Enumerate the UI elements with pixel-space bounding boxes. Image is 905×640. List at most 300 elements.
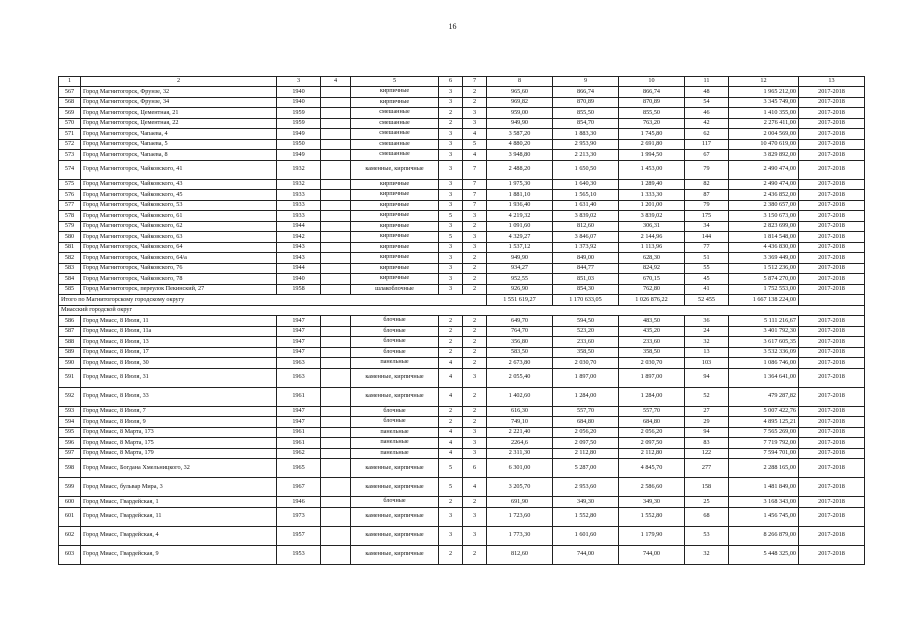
wall-material-cell: кирпичные xyxy=(351,221,439,232)
row-number-cell: 578 xyxy=(59,211,81,222)
private-area-cell: 306,31 xyxy=(619,221,685,232)
address-cell: Город Миасс, Гвардейская, 11 xyxy=(81,507,277,526)
address-cell: Город Магнитогорск, Чайковского, 64/а xyxy=(81,253,277,264)
table-row xyxy=(59,337,865,348)
period-cell: 2017-2018 xyxy=(799,97,865,108)
period-cell: 2017-2018 xyxy=(799,478,865,497)
wall-material-cell: блочные xyxy=(351,337,439,348)
cost-cell: 10 470 619,00 xyxy=(729,139,799,150)
private-area-cell: 763,20 xyxy=(619,118,685,129)
column-4-cell xyxy=(321,368,351,387)
entrances-cell: 2 xyxy=(463,97,487,108)
entrances-cell: 2 xyxy=(463,263,487,274)
total-area-cell: 2 221,40 xyxy=(487,427,553,438)
column-4-cell xyxy=(321,427,351,438)
row-number-cell: 591 xyxy=(59,368,81,387)
wall-material-cell: кирпичные xyxy=(351,232,439,243)
column-number-cell: 4 xyxy=(321,77,351,87)
wall-material-cell: блочные xyxy=(351,347,439,358)
cost-cell: 1 752 553,00 xyxy=(729,284,799,295)
residents-cell: 34 xyxy=(685,221,729,232)
column-4-cell xyxy=(321,284,351,295)
year-cell: 1962 xyxy=(277,448,321,459)
address-cell: Город Миасс, 8 Июля, 33 xyxy=(81,387,277,406)
wall-material-cell: кирпичные xyxy=(351,242,439,253)
table-row xyxy=(59,545,865,564)
floors-cell: 2 xyxy=(439,406,463,417)
wall-material-cell: кирпичные xyxy=(351,274,439,285)
cost-cell: 2 436 852,00 xyxy=(729,190,799,201)
cost-cell: 1 086 746,00 xyxy=(729,358,799,369)
total-row xyxy=(59,295,865,306)
period-cell: 2017-2018 xyxy=(799,427,865,438)
table-row xyxy=(59,347,865,358)
floors-cell: 3 xyxy=(439,221,463,232)
living-area-cell: 851,03 xyxy=(553,274,619,285)
cost-cell: 5 111 216,67 xyxy=(729,316,799,327)
year-cell: 1947 xyxy=(277,417,321,428)
address-cell: Город Магнитогорск, Фрунзе, 34 xyxy=(81,97,277,108)
column-number-cell: 1 xyxy=(59,77,81,87)
private-area-cell: 1 289,40 xyxy=(619,179,685,190)
living-area-cell: 1 650,50 xyxy=(553,160,619,179)
total-cost-cell: 1 667 138 224,00 xyxy=(729,295,799,306)
floors-cell: 4 xyxy=(439,368,463,387)
column-4-cell xyxy=(321,274,351,285)
private-area-cell: 870,89 xyxy=(619,97,685,108)
total-area-cell: 2 488,20 xyxy=(487,160,553,179)
row-number-cell: 588 xyxy=(59,337,81,348)
total-area-cell: 926,90 xyxy=(487,284,553,295)
private-area-cell: 2 097,50 xyxy=(619,438,685,449)
cost-cell: 1 965 212,00 xyxy=(729,87,799,98)
table-row xyxy=(59,253,865,264)
private-area-cell: 2 030,70 xyxy=(619,358,685,369)
residents-cell: 27 xyxy=(685,406,729,417)
table-row xyxy=(59,459,865,478)
living-area-cell: 1 897,00 xyxy=(553,368,619,387)
column-number-row xyxy=(59,77,865,87)
column-4-cell xyxy=(321,337,351,348)
table-row xyxy=(59,263,865,274)
year-cell: 1933 xyxy=(277,200,321,211)
period-cell: 2017-2018 xyxy=(799,347,865,358)
private-area-cell: 670,15 xyxy=(619,274,685,285)
period-cell: 2017-2018 xyxy=(799,326,865,337)
row-number-cell: 577 xyxy=(59,200,81,211)
living-area-cell: 1 552,80 xyxy=(553,507,619,526)
period-cell: 2017-2018 xyxy=(799,253,865,264)
entrances-cell: 3 xyxy=(463,438,487,449)
table-row xyxy=(59,316,865,327)
address-cell: Город Магнитогорск, Чапаева, 4 xyxy=(81,129,277,140)
living-area-cell: 2 953,60 xyxy=(553,478,619,497)
address-cell: Город Миасс, 8 Июля, 13 xyxy=(81,337,277,348)
living-area-cell: 684,80 xyxy=(553,417,619,428)
entrances-cell: 2 xyxy=(463,387,487,406)
floors-cell: 2 xyxy=(439,316,463,327)
private-area-cell: 2 691,80 xyxy=(619,139,685,150)
residents-cell: 82 xyxy=(685,179,729,190)
living-area-cell: 1 373,92 xyxy=(553,242,619,253)
living-area-cell: 849,00 xyxy=(553,253,619,264)
cost-cell: 7 719 792,00 xyxy=(729,438,799,449)
total-period-cell xyxy=(799,295,865,306)
period-cell: 2017-2018 xyxy=(799,358,865,369)
residents-cell: 77 xyxy=(685,242,729,253)
table-row xyxy=(59,108,865,119)
period-cell: 2017-2018 xyxy=(799,526,865,545)
residents-cell: 54 xyxy=(685,97,729,108)
year-cell: 1933 xyxy=(277,190,321,201)
column-4-cell xyxy=(321,242,351,253)
private-area-cell: 2 112,80 xyxy=(619,448,685,459)
private-area-cell: 557,70 xyxy=(619,406,685,417)
table-row xyxy=(59,274,865,285)
cost-cell: 1 512 236,00 xyxy=(729,263,799,274)
total-area-cell: 3 587,20 xyxy=(487,129,553,140)
table-row xyxy=(59,448,865,459)
table-row xyxy=(59,190,865,201)
wall-material-cell: каменные, кирпичные xyxy=(351,368,439,387)
cost-cell: 3 369 449,00 xyxy=(729,253,799,264)
wall-material-cell: кирпичные xyxy=(351,200,439,211)
living-area-cell: 812,60 xyxy=(553,221,619,232)
row-number-cell: 601 xyxy=(59,507,81,526)
residents-cell: 36 xyxy=(685,316,729,327)
address-cell: Город Магнитогорск, Чайковского, 53 xyxy=(81,200,277,211)
wall-material-cell: панельные xyxy=(351,438,439,449)
address-cell: Город Магнитогорск, Чайковского, 62 xyxy=(81,221,277,232)
period-cell: 2017-2018 xyxy=(799,179,865,190)
column-4-cell xyxy=(321,417,351,428)
row-number-cell: 585 xyxy=(59,284,81,295)
residents-cell: 277 xyxy=(685,459,729,478)
table-row xyxy=(59,160,865,179)
entrances-cell: 2 xyxy=(463,253,487,264)
address-cell: Город Магнитогорск, Чайковского, 64 xyxy=(81,242,277,253)
address-cell: Город Миасс, Гвардейская, 9 xyxy=(81,545,277,564)
floors-cell: 3 xyxy=(439,507,463,526)
living-area-cell: 557,70 xyxy=(553,406,619,417)
table-row xyxy=(59,368,865,387)
floors-cell: 4 xyxy=(439,358,463,369)
cost-cell: 3 168 343,00 xyxy=(729,497,799,508)
cost-cell: 3 617 605,35 xyxy=(729,337,799,348)
year-cell: 1963 xyxy=(277,358,321,369)
year-cell: 1943 xyxy=(277,253,321,264)
floors-cell: 3 xyxy=(439,87,463,98)
entrances-cell: 3 xyxy=(463,108,487,119)
column-number-cell: 13 xyxy=(799,77,865,87)
year-cell: 1947 xyxy=(277,406,321,417)
residents-cell: 158 xyxy=(685,478,729,497)
wall-material-cell: каменные, кирпичные xyxy=(351,387,439,406)
table-row xyxy=(59,326,865,337)
residents-cell: 41 xyxy=(685,284,729,295)
address-cell: Город Миасс, 8 Марта, 175 xyxy=(81,438,277,449)
total-area-cell: 3 948,80 xyxy=(487,150,553,161)
period-cell: 2017-2018 xyxy=(799,438,865,449)
cost-cell: 1 364 641,00 xyxy=(729,368,799,387)
wall-material-cell: смешанные xyxy=(351,150,439,161)
row-number-cell: 570 xyxy=(59,118,81,129)
cost-cell: 2 276 411,00 xyxy=(729,118,799,129)
year-cell: 1961 xyxy=(277,427,321,438)
residents-cell: 79 xyxy=(685,160,729,179)
residents-cell: 175 xyxy=(685,211,729,222)
period-cell: 2017-2018 xyxy=(799,406,865,417)
address-cell: Город Миасс, Богдана Хмельницкого, 32 xyxy=(81,459,277,478)
floors-cell: 3 xyxy=(439,139,463,150)
address-cell: Город Миасс, бульвар Мира, 3 xyxy=(81,478,277,497)
period-cell: 2017-2018 xyxy=(799,545,865,564)
table-row xyxy=(59,438,865,449)
column-4-cell xyxy=(321,232,351,243)
private-area-cell: 358,50 xyxy=(619,347,685,358)
floors-cell: 2 xyxy=(439,337,463,348)
cost-cell: 5 007 422,76 xyxy=(729,406,799,417)
table-row xyxy=(59,427,865,438)
row-number-cell: 569 xyxy=(59,108,81,119)
wall-material-cell: кирпичные xyxy=(351,87,439,98)
column-number-cell: 9 xyxy=(553,77,619,87)
row-number-cell: 582 xyxy=(59,253,81,264)
year-cell: 1944 xyxy=(277,221,321,232)
total-area-cell: 959,00 xyxy=(487,108,553,119)
column-4-cell xyxy=(321,387,351,406)
address-cell: Город Магнитогорск, переулок Пекинский, 27 xyxy=(81,284,277,295)
entrances-cell: 7 xyxy=(463,160,487,179)
address-cell: Город Миасс, 8 Июля, 11а xyxy=(81,326,277,337)
private-area-cell: 628,30 xyxy=(619,253,685,264)
column-4-cell xyxy=(321,526,351,545)
residents-cell: 117 xyxy=(685,139,729,150)
period-cell: 2017-2018 xyxy=(799,242,865,253)
period-cell: 2017-2018 xyxy=(799,87,865,98)
address-cell: Город Миасс, 8 Июля, 30 xyxy=(81,358,277,369)
year-cell: 1933 xyxy=(277,211,321,222)
address-cell: Город Миасс, 8 Июля, 31 xyxy=(81,368,277,387)
row-number-cell: 575 xyxy=(59,179,81,190)
year-cell: 1940 xyxy=(277,87,321,98)
total-area-cell: 749,10 xyxy=(487,417,553,428)
cost-cell: 2 380 657,00 xyxy=(729,200,799,211)
total-area-cell: 2 673,80 xyxy=(487,358,553,369)
wall-material-cell: смешанные xyxy=(351,108,439,119)
wall-material-cell: кирпичные xyxy=(351,253,439,264)
entrances-cell: 5 xyxy=(463,139,487,150)
column-number-cell: 7 xyxy=(463,77,487,87)
entrances-cell: 2 xyxy=(463,406,487,417)
private-area-cell: 1 552,80 xyxy=(619,507,685,526)
table-row xyxy=(59,129,865,140)
year-cell: 1950 xyxy=(277,139,321,150)
living-area-cell: 844,77 xyxy=(553,263,619,274)
cost-cell: 2 004 569,00 xyxy=(729,129,799,140)
row-number-cell: 583 xyxy=(59,263,81,274)
wall-material-cell: кирпичные xyxy=(351,263,439,274)
private-area-cell: 4 845,70 xyxy=(619,459,685,478)
living-area-cell: 2 056,20 xyxy=(553,427,619,438)
address-cell: Город Миасс, 8 Июля, 11 xyxy=(81,316,277,327)
table-row xyxy=(59,507,865,526)
wall-material-cell: каменные, кирпичные xyxy=(351,160,439,179)
residents-cell: 32 xyxy=(685,337,729,348)
row-number-cell: 573 xyxy=(59,150,81,161)
cost-cell: 479 287,82 xyxy=(729,387,799,406)
residents-cell: 25 xyxy=(685,497,729,508)
column-4-cell xyxy=(321,179,351,190)
residents-cell: 13 xyxy=(685,347,729,358)
living-area-cell: 744,00 xyxy=(553,545,619,564)
housing-registry-table xyxy=(58,76,865,565)
table-row xyxy=(59,284,865,295)
year-cell: 1961 xyxy=(277,387,321,406)
floors-cell: 2 xyxy=(439,545,463,564)
row-number-cell: 603 xyxy=(59,545,81,564)
total-area-cell: 1 537,12 xyxy=(487,242,553,253)
entrances-cell: 2 xyxy=(463,326,487,337)
row-number-cell: 574 xyxy=(59,160,81,179)
residents-cell: 32 xyxy=(685,545,729,564)
total-living-area-cell: 1 170 633,05 xyxy=(553,295,619,306)
cost-cell: 3 345 749,00 xyxy=(729,97,799,108)
wall-material-cell: каменные, кирпичные xyxy=(351,545,439,564)
entrances-cell: 3 xyxy=(463,211,487,222)
living-area-cell: 1 284,00 xyxy=(553,387,619,406)
living-area-cell: 3 839,02 xyxy=(553,211,619,222)
living-area-cell: 594,50 xyxy=(553,316,619,327)
period-cell: 2017-2018 xyxy=(799,417,865,428)
table-row xyxy=(59,139,865,150)
year-cell: 1947 xyxy=(277,326,321,337)
row-number-cell: 595 xyxy=(59,427,81,438)
period-cell: 2017-2018 xyxy=(799,263,865,274)
private-area-cell: 1 897,00 xyxy=(619,368,685,387)
table-row xyxy=(59,497,865,508)
table-row xyxy=(59,526,865,545)
column-4-cell xyxy=(321,211,351,222)
wall-material-cell: кирпичные xyxy=(351,211,439,222)
cost-cell: 2 490 474,00 xyxy=(729,179,799,190)
year-cell: 1932 xyxy=(277,179,321,190)
wall-material-cell: шлакоблочные xyxy=(351,284,439,295)
living-area-cell: 1 631,40 xyxy=(553,200,619,211)
period-cell: 2017-2018 xyxy=(799,497,865,508)
row-number-cell: 590 xyxy=(59,358,81,369)
total-area-cell: 1 091,60 xyxy=(487,221,553,232)
floors-cell: 4 xyxy=(439,427,463,438)
wall-material-cell: каменные, кирпичные xyxy=(351,478,439,497)
cost-cell: 1 814 548,00 xyxy=(729,232,799,243)
wall-material-cell: смешанные xyxy=(351,129,439,140)
year-cell: 1958 xyxy=(277,284,321,295)
floors-cell: 3 xyxy=(439,274,463,285)
floors-cell: 2 xyxy=(439,347,463,358)
living-area-cell: 1 883,30 xyxy=(553,129,619,140)
wall-material-cell: кирпичные xyxy=(351,190,439,201)
total-label-cell: Итого по Магнитогорскому городскому округу xyxy=(59,295,487,306)
column-4-cell xyxy=(321,160,351,179)
table-row xyxy=(59,478,865,497)
private-area-cell: 3 839,02 xyxy=(619,211,685,222)
cost-cell: 7 594 701,00 xyxy=(729,448,799,459)
floors-cell: 3 xyxy=(439,263,463,274)
entrances-cell: 2 xyxy=(463,358,487,369)
period-cell: 2017-2018 xyxy=(799,368,865,387)
total-area-cell: 812,60 xyxy=(487,545,553,564)
cost-cell: 3 829 892,00 xyxy=(729,150,799,161)
cost-cell: 4 895 125,21 xyxy=(729,417,799,428)
entrances-cell: 3 xyxy=(463,118,487,129)
row-number-cell: 596 xyxy=(59,438,81,449)
living-area-cell: 3 846,07 xyxy=(553,232,619,243)
section-title-cell: Миасский городской округ xyxy=(59,305,865,316)
total-area-cell: 6 301,00 xyxy=(487,459,553,478)
total-area-cell: 691,90 xyxy=(487,497,553,508)
entrances-cell: 2 xyxy=(463,497,487,508)
column-number-cell: 2 xyxy=(81,77,277,87)
total-area-cell: 1 773,30 xyxy=(487,526,553,545)
floors-cell: 3 xyxy=(439,150,463,161)
floors-cell: 4 xyxy=(439,387,463,406)
living-area-cell: 1 565,10 xyxy=(553,190,619,201)
total-area-cell: 583,50 xyxy=(487,347,553,358)
address-cell: Город Магнитогорск, Чайковского, 78 xyxy=(81,274,277,285)
period-cell: 2017-2018 xyxy=(799,129,865,140)
total-area-cell: 1 975,30 xyxy=(487,179,553,190)
private-area-cell: 1 284,00 xyxy=(619,387,685,406)
address-cell: Город Миасс, Гвардейская, 1 xyxy=(81,497,277,508)
column-number-cell: 11 xyxy=(685,77,729,87)
private-area-cell: 744,00 xyxy=(619,545,685,564)
residents-cell: 42 xyxy=(685,118,729,129)
private-area-cell: 349,30 xyxy=(619,497,685,508)
entrances-cell: 7 xyxy=(463,179,487,190)
living-area-cell: 866,74 xyxy=(553,87,619,98)
year-cell: 1965 xyxy=(277,459,321,478)
table-row xyxy=(59,221,865,232)
private-area-cell: 762,80 xyxy=(619,284,685,295)
address-cell: Город Магнитогорск, Чайковского, 43 xyxy=(81,179,277,190)
year-cell: 1961 xyxy=(277,438,321,449)
total-area-cell: 2264,6 xyxy=(487,438,553,449)
column-4-cell xyxy=(321,108,351,119)
column-number-cell: 10 xyxy=(619,77,685,87)
residents-cell: 103 xyxy=(685,358,729,369)
column-4-cell xyxy=(321,150,351,161)
column-4-cell xyxy=(321,478,351,497)
year-cell: 1973 xyxy=(277,507,321,526)
living-area-cell: 855,50 xyxy=(553,108,619,119)
floors-cell: 3 xyxy=(439,97,463,108)
entrances-cell: 2 xyxy=(463,284,487,295)
wall-material-cell: панельные xyxy=(351,448,439,459)
floors-cell: 2 xyxy=(439,417,463,428)
row-number-cell: 581 xyxy=(59,242,81,253)
year-cell: 1967 xyxy=(277,478,321,497)
table-row xyxy=(59,242,865,253)
entrances-cell: 3 xyxy=(463,242,487,253)
private-area-cell: 483,50 xyxy=(619,316,685,327)
private-area-cell: 1 201,00 xyxy=(619,200,685,211)
row-number-cell: 602 xyxy=(59,526,81,545)
entrances-cell: 3 xyxy=(463,427,487,438)
entrances-cell: 3 xyxy=(463,232,487,243)
entrances-cell: 7 xyxy=(463,190,487,201)
entrances-cell: 6 xyxy=(463,459,487,478)
